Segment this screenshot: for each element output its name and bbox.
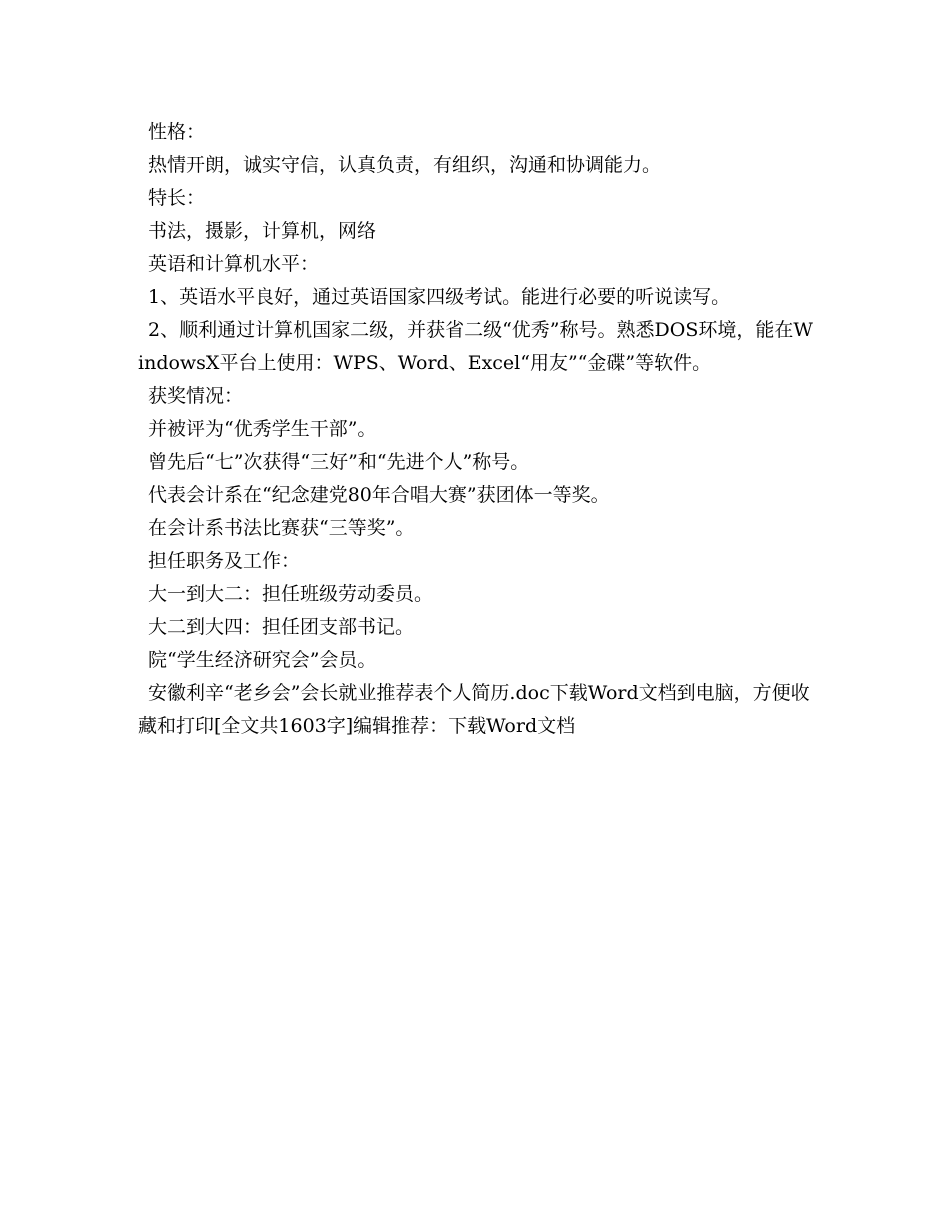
skill-computer: 2、顺利通过计算机国家二级，并获省二级“优秀”称号。熟悉DOS环境，能在WindowsX平台上使用：WPS、Word、Excel“用友”“金碟”等软件。 <box>138 319 813 374</box>
heading-specialties: 特长： <box>148 187 206 209</box>
award-item: 在会计系书法比赛获“三等奖”。 <box>148 517 415 539</box>
specialties-text: 书法，摄影，计算机，网络 <box>148 220 377 242</box>
award-item: 代表会计系在“纪念建党80年合唱大赛”获团体一等奖。 <box>148 484 610 506</box>
heading-awards: 获奖情况： <box>148 385 244 407</box>
document-body <box>138 116 818 743</box>
heading-personality: 性格： <box>148 121 206 143</box>
position-item: 大一到大二：担任班级劳动委员。 <box>148 583 434 605</box>
position-item: 院“学生经济研究会”会员。 <box>148 649 377 671</box>
heading-positions: 担任职务及工作： <box>148 550 301 572</box>
position-item: 大二到大四：担任团支部书记。 <box>148 616 415 638</box>
award-item: 并被评为“优秀学生干部”。 <box>148 418 377 440</box>
personality-text: 热情开朗，诚实守信，认真负责，有组织，沟通和协调能力。 <box>148 154 662 176</box>
heading-skills: 英语和计算机水平： <box>148 253 320 275</box>
skill-english: 1、英语水平良好，通过英语国家四级考试。能进行必要的听说读写。 <box>148 286 731 308</box>
download-note: 安徽利辛“老乡会”会长就业推荐表个人简历.doc下载Word文档到电脑，方便收藏和打印[全文共1603字]编辑推荐：下载Word文档 <box>138 682 810 737</box>
award-item: 曾先后“七”次获得“三好”和“先进个人”称号。 <box>148 451 530 473</box>
